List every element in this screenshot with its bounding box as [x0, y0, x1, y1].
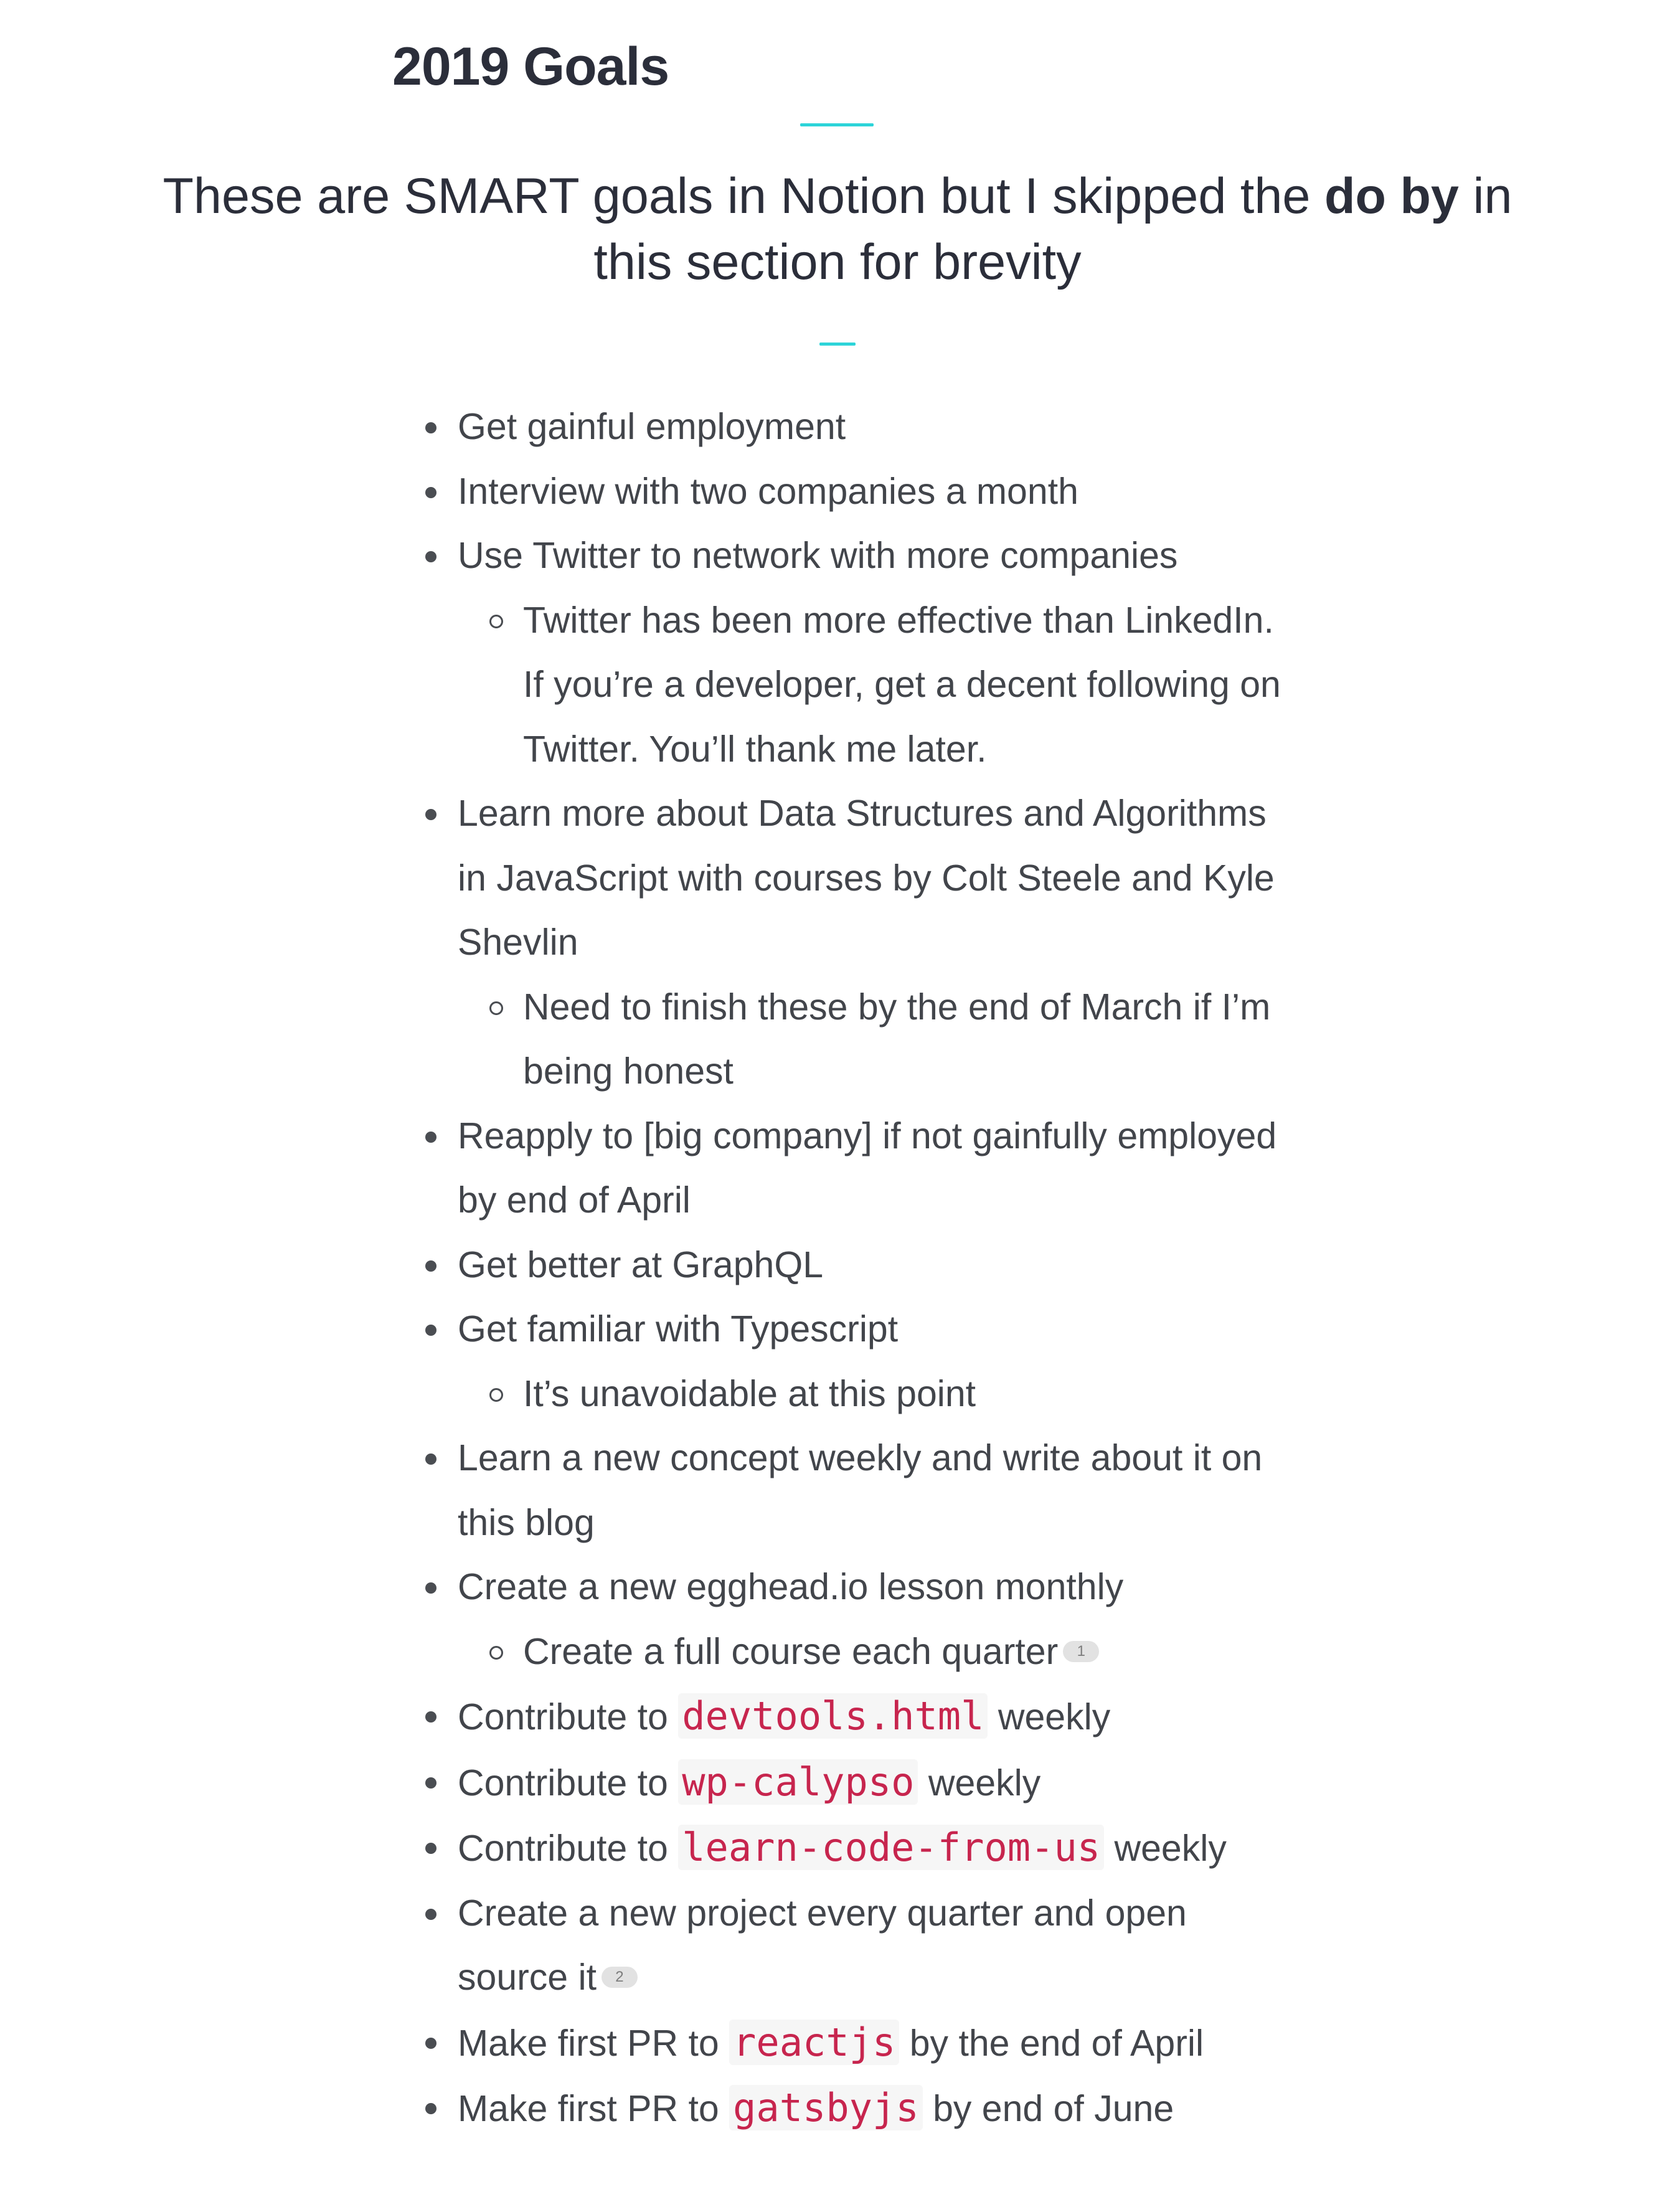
inline-code-reactjs: reactjs: [729, 2020, 899, 2065]
goal-text-before: Contribute to: [458, 1828, 679, 1869]
goal-text-after: by end of June: [922, 2088, 1174, 2129]
goal-item: [0, 1426, 1286, 1555]
goal-item: [0, 782, 1286, 975]
goal-item: [0, 1297, 1286, 1362]
goal-text-before: Make first PR to: [458, 2022, 730, 2064]
goal-subitem: [0, 1362, 1286, 1427]
goal-text: Get familiar with Typescript: [458, 1308, 899, 1349]
goal-text-before: Contribute to: [458, 1762, 679, 1803]
subgoal-text: Create a full course each quarter: [523, 1630, 1059, 1672]
inline-code-wp-calypso: wp-calypso: [678, 1759, 918, 1805]
subgoal-text: Need to finish these by the end of March if I’m being honest: [523, 986, 1271, 1092]
goal-item: [0, 1881, 1286, 2010]
goal-text: Learn more about Data Structures and Algorithms in JavaScript with courses by Colt Steele and Kyle Shevlin: [458, 793, 1275, 963]
goal-text: Interview with two companies a month: [458, 470, 1078, 512]
goal-item: [0, 2076, 1286, 2142]
goal-item: [0, 395, 1286, 460]
subtitle-text-after: in this section for brevity: [593, 168, 1512, 290]
goal-item: [0, 1684, 1286, 1750]
inline-code-gatsbyjs: gatsbyjs: [729, 2085, 923, 2130]
subgoal-text: Twitter has been more effective than LinkedIn. If you’re a developer, get a decent following on Twitter. You’ll thank me later.: [523, 599, 1281, 770]
page-title: 2019 Goals: [392, 37, 669, 97]
goals-list: [0, 395, 1675, 2142]
bottom-divider: [819, 343, 856, 346]
goal-text: Get gainful employment: [458, 406, 846, 447]
goal-text-after: weekly: [918, 1762, 1041, 1803]
subgoal-text: It’s unavoidable at this point: [523, 1373, 976, 1414]
goal-item: [0, 1104, 1286, 1233]
goal-text: Get better at GraphQL: [458, 1244, 824, 1285]
goal-item: [0, 2010, 1286, 2076]
goal-text-after: weekly: [1104, 1828, 1227, 1869]
goal-text: Create a new project every quarter and open source it: [458, 1892, 1187, 1998]
goal-item: [0, 1233, 1286, 1298]
inline-code-devtools: devtools.html: [678, 1693, 988, 1739]
goal-text-before: Make first PR to: [458, 2088, 730, 2129]
goal-text: Use Twitter to network with more companies: [458, 535, 1178, 576]
subtitle-bold-text: do by: [1324, 168, 1459, 224]
top-divider: [800, 123, 874, 126]
goal-subitem: [0, 975, 1286, 1104]
subtitle-text-before: These are SMART goals in Notion but I skipped the: [163, 168, 1324, 224]
goal-text: Learn a new concept weekly and write about it on this blog: [458, 1437, 1263, 1543]
inline-code-learn-code-from-us: learn-code-from-us: [678, 1825, 1104, 1870]
goal-item: [0, 460, 1286, 524]
goal-subitem: [0, 1620, 1286, 1685]
footnote-reference-2[interactable]: 2: [602, 1967, 638, 1988]
goal-subitem: [0, 588, 1286, 782]
goal-text-before: Contribute to: [458, 1696, 679, 1737]
goal-item: [0, 1750, 1286, 1816]
goal-text: Reapply to [big company] if not gainfully employed by end of April: [458, 1115, 1277, 1221]
footnote-reference-1[interactable]: 1: [1063, 1641, 1099, 1662]
goal-item: [0, 1815, 1286, 1881]
goal-text-after: weekly: [988, 1696, 1111, 1737]
goal-item: [0, 524, 1286, 588]
goal-item: [0, 1555, 1286, 1620]
subtitle: [137, 163, 1538, 295]
goal-text: Create a new egghead.io lesson monthly: [458, 1566, 1124, 1607]
goal-text-after: by the end of April: [899, 2022, 1204, 2064]
